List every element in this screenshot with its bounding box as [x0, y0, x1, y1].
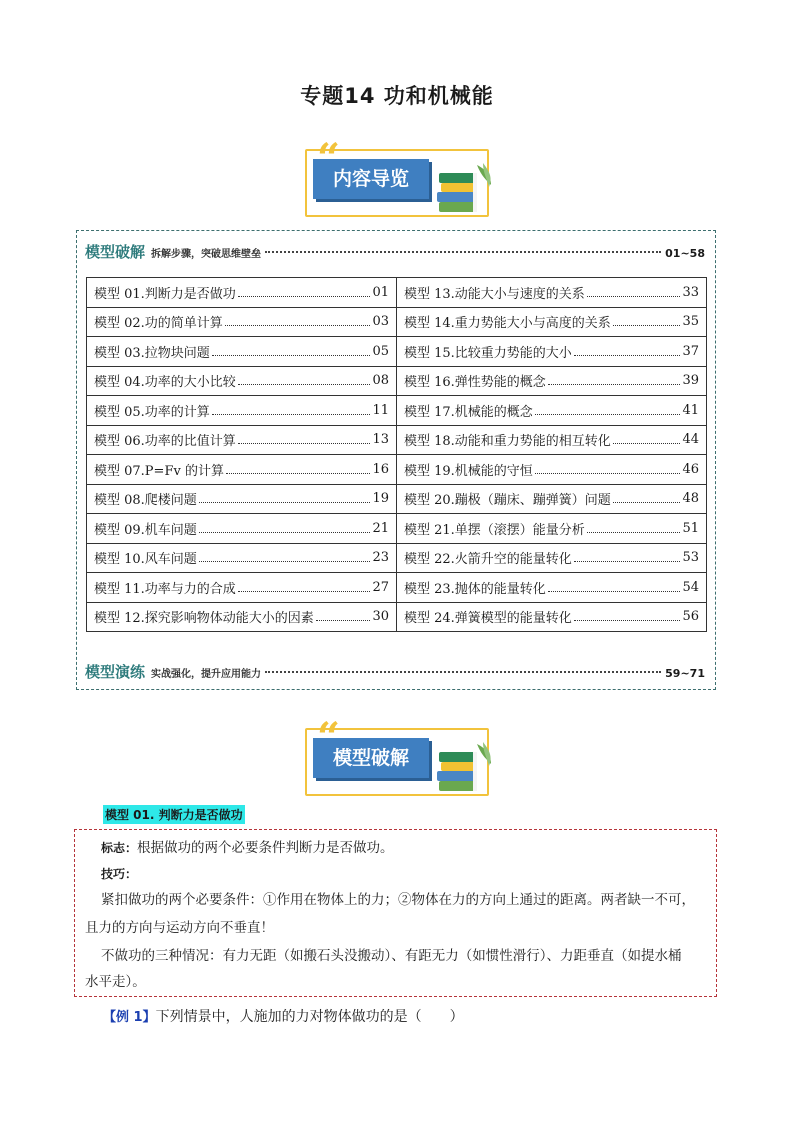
toc-entry-label: 模型 11.功率与力的合成: [94, 581, 236, 597]
example-1-text: 下列情景中，人施加的力对物体做功的是（ ）: [155, 1009, 464, 1025]
toc-entry-page: 13: [372, 432, 389, 448]
toc-entry-page: 23: [372, 550, 389, 566]
toc-row: [87, 484, 707, 514]
toc-entry-page: 19: [372, 491, 389, 507]
toc-entry[interactable]: [397, 573, 707, 603]
toc-entry[interactable]: [87, 573, 397, 603]
toc-entry-label: 模型 15.比较重力势能的大小: [404, 345, 572, 361]
toc-entry-label: 模型 10.风车问题: [94, 552, 197, 568]
toc-row: [87, 543, 707, 573]
toc-entry-page: 11: [372, 402, 389, 418]
sign-text: 根据做功的两个必要条件判断力是否做功。: [137, 840, 394, 856]
toc-entry-page: 08: [372, 373, 389, 389]
toc-entry-label: 模型 12.探究影响物体动能大小的因素: [94, 611, 314, 627]
toc-entry-label: 模型 03.拉物块问题: [94, 345, 210, 361]
skill-line-4: 水平走）。: [85, 974, 146, 990]
toc-entry-label: 模型 05.功率的计算: [94, 404, 210, 420]
toc-entry[interactable]: [87, 396, 397, 426]
toc-entry-page: 41: [682, 402, 699, 418]
toc-entry-label: 模型 14.重力势能大小与高度的关系: [404, 316, 611, 332]
toc-entry[interactable]: [87, 602, 397, 632]
toc-entry-page: 53: [682, 550, 699, 566]
toc-entry-page: 05: [372, 343, 389, 359]
contents-banner-label: 内容导览: [313, 159, 429, 199]
toc-entry[interactable]: [87, 278, 397, 308]
toc-entry-label: 模型 13.动能大小与速度的关系: [404, 286, 585, 302]
toc-entry-page: 16: [372, 461, 389, 477]
toc-row: [87, 396, 707, 426]
toc-entry-label: 模型 17.机械能的概念: [404, 404, 533, 420]
model-breakdown-banner-label: 模型破解: [313, 738, 429, 778]
example-1-tag: 【例 1】: [103, 1010, 156, 1025]
toc-entry-page: 21: [372, 520, 389, 536]
toc-models-table: [86, 277, 707, 632]
toc-entry[interactable]: [87, 425, 397, 455]
sign-paragraph: [101, 838, 394, 858]
toc-entry-page: 56: [682, 609, 699, 625]
table-of-contents: [76, 230, 716, 690]
model-breakdown-banner: [303, 722, 499, 800]
toc-entry-label: 模型 20.蹦极（蹦床、蹦弹簧）问题: [404, 493, 611, 509]
toc-entry-page: 39: [682, 373, 699, 389]
toc-row: [87, 602, 707, 632]
toc-section-model-breakdown[interactable]: 模型破解 拆解步骤，突破思维壁垒 01~58: [85, 243, 705, 261]
toc-entry-page: 44: [682, 432, 699, 448]
toc-entry-label: 模型 23.抛体的能量转化: [404, 581, 546, 597]
toc-row: [87, 425, 707, 455]
toc-entry-label: 模型 01.判断力是否做功: [94, 286, 236, 302]
toc-entry-page: 30: [372, 609, 389, 625]
model-01-tip-box: [74, 829, 717, 997]
toc-row: [87, 366, 707, 396]
toc-entry-page: 03: [372, 314, 389, 330]
toc-entry[interactable]: [397, 337, 707, 367]
toc-entry[interactable]: [397, 602, 707, 632]
skill-line-1: 紧扣做功的两个必要条件：①作用在物体上的力；②物体在力的方向上通过的距离。两者缺一不可，: [101, 892, 695, 908]
toc-entry[interactable]: [87, 307, 397, 337]
toc-entry-page: 01: [372, 284, 389, 300]
sign-label: 标志：: [101, 841, 138, 855]
page-title: 专题14 功和机械能: [300, 84, 494, 108]
toc-entry-label: 模型 22.火箭升空的能量转化: [404, 552, 572, 568]
toc-entry-page: 54: [682, 579, 699, 595]
toc-section-model-practice[interactable]: 模型演练 实战强化，提升应用能力 59~71: [85, 663, 705, 681]
skill-label-paragraph: [101, 864, 137, 884]
toc-entry-label: 模型 18.动能和重力势能的相互转化: [404, 434, 611, 450]
toc-entry-label: 模型 08.爬楼问题: [94, 493, 197, 509]
toc-entry[interactable]: [397, 278, 707, 308]
toc-entry[interactable]: [87, 514, 397, 544]
toc-entry[interactable]: [397, 484, 707, 514]
toc-entry[interactable]: [87, 455, 397, 485]
toc-entry[interactable]: [87, 337, 397, 367]
skill-line-2: 且力的方向与运动方向不垂直！: [85, 920, 274, 936]
contents-banner: [303, 143, 499, 221]
toc-row: [87, 573, 707, 603]
skill-label: 技巧：: [101, 867, 138, 881]
toc-entry[interactable]: [397, 543, 707, 573]
toc-entry-label: 模型 06.功率的比值计算: [94, 434, 236, 450]
toc-entry-label: 模型 07.P=Fv 的计算: [94, 463, 224, 479]
toc-entry-label: 模型 21.单摆（滚摆）能量分析: [404, 522, 585, 538]
model-01-heading: 模型 01. 判断力是否做功: [103, 805, 245, 824]
toc-entry-page: 51: [682, 520, 699, 536]
toc-entry-page: 27: [372, 579, 389, 595]
toc-row: [87, 514, 707, 544]
toc-entry-label: 模型 19.机械能的守恒: [404, 463, 533, 479]
toc-entry-label: 模型 02.功的简单计算: [94, 316, 223, 332]
toc-entry[interactable]: [397, 455, 707, 485]
toc-entry-page: 37: [682, 343, 699, 359]
toc-entry[interactable]: [397, 425, 707, 455]
example-1: [103, 1006, 464, 1026]
toc-entry-label: 模型 16.弹性势能的概念: [404, 375, 546, 391]
books-icon: [433, 161, 495, 217]
toc-entry-page: 48: [682, 491, 699, 507]
books-icon: [433, 740, 495, 796]
toc-entry[interactable]: [397, 307, 707, 337]
toc-entry[interactable]: [87, 543, 397, 573]
toc-entry[interactable]: [397, 366, 707, 396]
toc-entry-label: 模型 09.机车问题: [94, 522, 197, 538]
toc-entry-page: 33: [682, 284, 699, 300]
toc-entry-page: 46: [682, 461, 699, 477]
toc-row: [87, 278, 707, 308]
toc-entry-page: 35: [682, 314, 699, 330]
toc-entry[interactable]: [87, 366, 397, 396]
toc-entry[interactable]: [397, 396, 707, 426]
toc-row: [87, 455, 707, 485]
toc-row: [87, 337, 707, 367]
skill-line-3: 不做功的三种情况：有力无距（如搬石头没搬动）、有距无力（如惯性滑行）、力距垂直（如提水桶: [101, 948, 682, 964]
toc-entry[interactable]: [397, 514, 707, 544]
toc-row: [87, 307, 707, 337]
toc-entry-label: 模型 04.功率的大小比较: [94, 375, 236, 391]
toc-entry-label: 模型 24.弹簧模型的能量转化: [404, 611, 572, 627]
toc-entry[interactable]: [87, 484, 397, 514]
